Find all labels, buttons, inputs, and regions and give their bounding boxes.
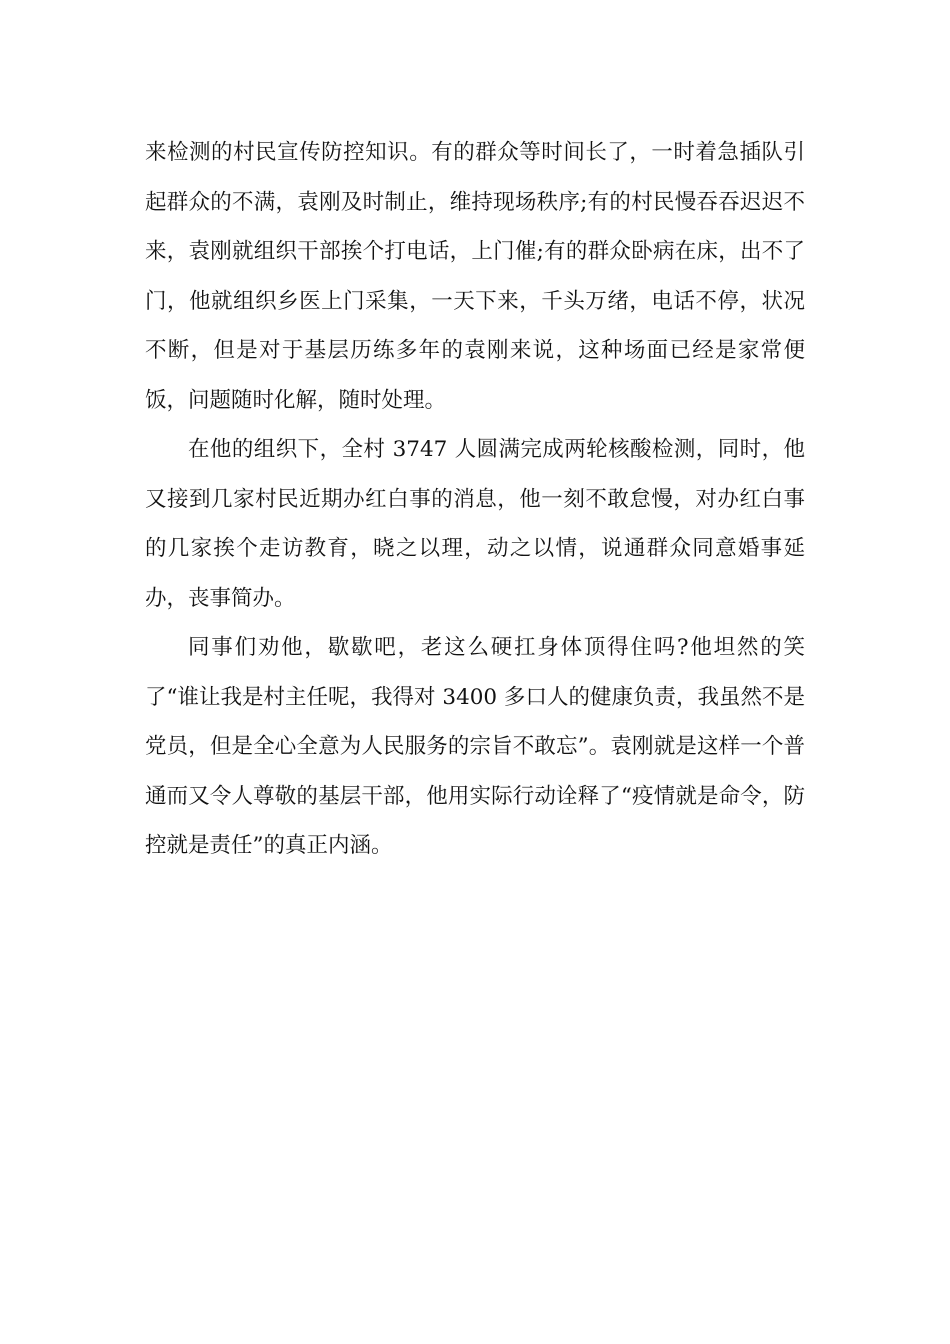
- paragraph-2: 在他的组织下，全村 3747 人圆满完成两轮核酸检测，同时，他又接到几家村民近期办红白事的消息，他一刻不敢怠慢，对办红白事的几家挨个走访教育，晓之以理，动之以情，说通群众同意婚事延办，丧事简办。: [145, 437, 805, 611]
- document-body: [145, 128, 805, 871]
- paragraph-3: 同事们劝他，歇歇吧，老这么硬扛身体顶得住吗?他坦然的笑了“谁让我是村主任呢，我得对 3400 多口人的健康负责，我虽然不是党员，但是全心全意为人民服务的宗旨不敢忘”。袁刚就是这样一个普通而又令人尊敬的基层干部，他用实际行动诠释了“疫情就是命令，防控就是责任”的真正内涵。: [145, 635, 805, 858]
- paragraph-1: 来检测的村民宣传防控知识。有的群众等时间长了，一时着急插队引起群众的不满，袁刚及时制止，维持现场秩序;有的村民慢吞吞迟迟不来，袁刚就组织干部挨个打电话，上门催;有的群众卧病在床，出不了门，他就组织乡医上门采集，一天下来，千头万绪，电话不停，状况不断，但是对于基层历练多年的袁刚来说，这种场面已经是家常便饭，问题随时化解，随时处理。: [145, 140, 805, 413]
